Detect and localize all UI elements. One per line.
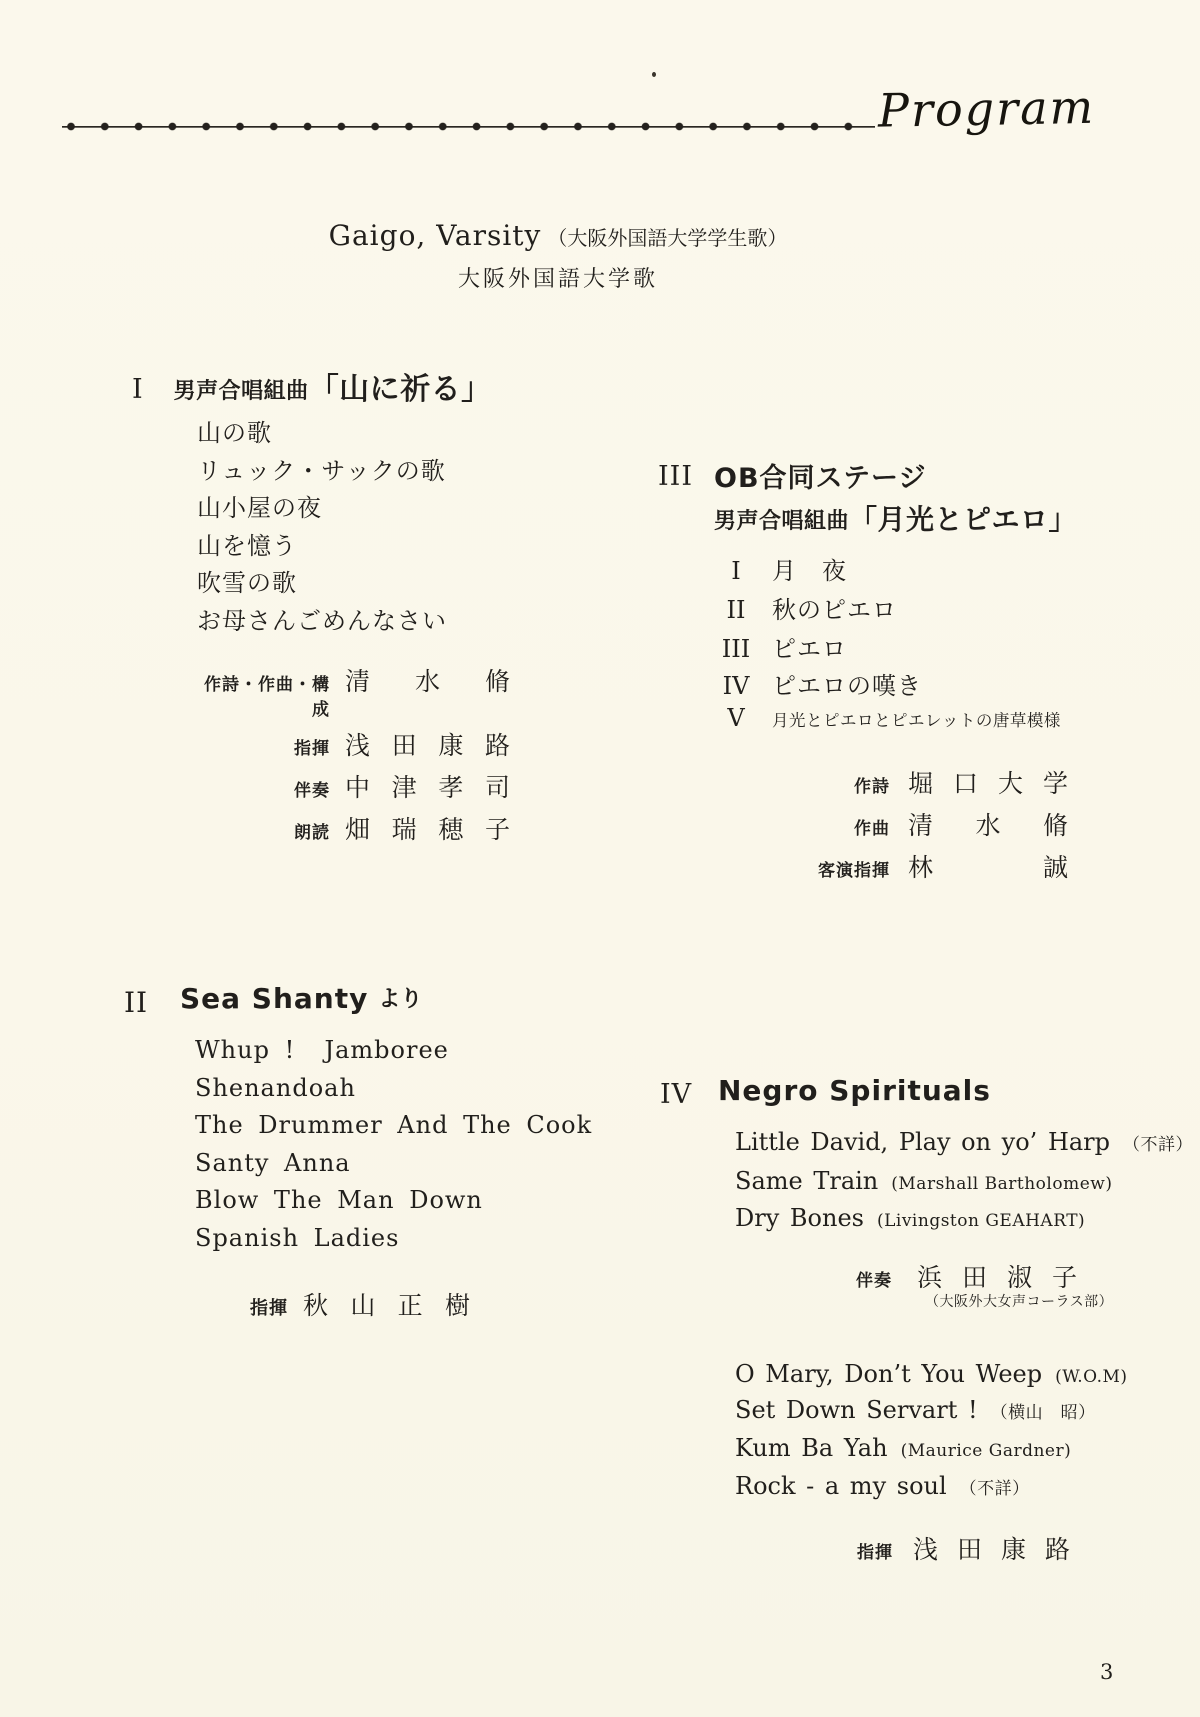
- section-1-title-main: 「山に祈る」: [308, 372, 492, 407]
- section-3-subtitle: [714, 498, 1077, 538]
- credit-name: 清 水 脩: [908, 811, 1068, 840]
- university-song-title: 大阪外国語大学歌: [457, 267, 658, 292]
- song-row: [735, 1472, 1030, 1500]
- song-row: [735, 1434, 1071, 1462]
- song-title: O Mary, Don’t You Weep: [735, 1360, 1043, 1388]
- section-3-subtitle-main: 「月光とピエロ」: [849, 503, 1078, 536]
- section-3-subtitle-prefix: 男声合唱組曲: [714, 509, 850, 534]
- title-block: [158, 219, 958, 293]
- page-number: 3: [1100, 1660, 1114, 1684]
- song-numeral: V: [727, 704, 745, 732]
- song-note: (Livingston GEAHART): [876, 1211, 1086, 1231]
- song-numeral: IV: [722, 672, 750, 700]
- section-2-numeral: II: [124, 986, 149, 1019]
- credit-name: 浅 田 康 路: [345, 731, 510, 760]
- credit-row: [198, 726, 510, 762]
- varsity-title-paren: （大阪外国語大学学生歌）: [547, 226, 788, 250]
- song-row: [735, 1360, 1128, 1388]
- credit-role: 指揮: [294, 739, 330, 759]
- section-4-conductor-credit: [773, 1530, 1070, 1572]
- numbered-song-row: [716, 590, 897, 625]
- credit-row: [773, 1530, 1070, 1566]
- credit-row: [750, 764, 1068, 800]
- credit-role: 客演指揮: [818, 861, 890, 881]
- section-4-title: Negro Spirituals: [718, 1074, 991, 1107]
- credit-role: 指揮: [857, 1543, 893, 1563]
- song-item: Santy Anna: [195, 1148, 351, 1177]
- song-item: 吹雪の歌: [197, 569, 297, 598]
- song-item: お母さんごめんなさい: [197, 606, 447, 635]
- song-row: [735, 1128, 1193, 1156]
- song-title: Kum Ba Yah: [735, 1434, 888, 1462]
- credit-row: [160, 1286, 470, 1322]
- song-note: (Marshall Bartholomew): [891, 1174, 1113, 1194]
- credit-role: 伴奏: [856, 1271, 892, 1291]
- song-note: (Maurice Gardner): [900, 1441, 1072, 1461]
- section-2-title: Sea Shanty: [180, 982, 369, 1015]
- credit-name: 林 誠: [908, 853, 1068, 882]
- section-1-title-prefix: 男声合唱組曲: [173, 379, 309, 404]
- song-note: （不詳）: [1123, 1135, 1194, 1155]
- credit-name: 畑 瑞 穂 子: [345, 815, 510, 844]
- credit-role: 作曲: [854, 819, 890, 839]
- section-2-header: [180, 982, 422, 1015]
- song-title: ピエロの嘆き: [772, 672, 922, 700]
- numbered-song-row: [716, 629, 847, 664]
- song-item: Blow The Man Down: [195, 1186, 483, 1214]
- credit-role: 朗読: [294, 823, 330, 843]
- varsity-title-line: [158, 219, 958, 252]
- credit-row: [198, 662, 510, 720]
- ornament-rule: [62, 121, 875, 132]
- section-2-credits: [160, 1286, 470, 1328]
- credit-role: 指揮: [250, 1298, 288, 1319]
- song-note: （横山 昭）: [990, 1403, 1096, 1423]
- song-title: Same Train: [735, 1167, 879, 1195]
- numbered-song-row: [716, 551, 847, 586]
- section-1-header: [132, 364, 492, 408]
- numbered-song-row: [716, 704, 1061, 732]
- song-title: Rock - a my soul: [735, 1472, 947, 1500]
- song-numeral: III: [721, 635, 751, 663]
- song-title: 月光とピエロとピエレットの唐草模様: [772, 711, 1061, 730]
- song-row: [735, 1204, 1085, 1232]
- credit-role: 作詩・作曲・構成: [204, 675, 330, 720]
- credit-name: 堀 口 大 学: [908, 769, 1068, 798]
- song-title: 秋のピエロ: [772, 596, 897, 624]
- section-2-title-suffix: より: [378, 987, 423, 1012]
- section-3-title: ОB合同ステージ: [714, 463, 927, 494]
- credit-row: [198, 768, 510, 804]
- song-item: 山小屋の夜: [197, 494, 322, 523]
- credit-name: 中 津 孝 司: [345, 773, 510, 802]
- section-1-credits: [198, 662, 510, 852]
- credit-role: 伴奏: [294, 781, 330, 801]
- section-3-credits: [750, 764, 1068, 890]
- section-4-numeral: IV: [660, 1079, 693, 1110]
- song-row: [735, 1396, 1096, 1424]
- section-3-numeral: III: [658, 461, 693, 492]
- song-note: (W.O.M): [1055, 1367, 1128, 1387]
- credit-role: 作詩: [854, 777, 890, 797]
- song-row: [735, 1167, 1112, 1195]
- section-1-song-list: [197, 415, 447, 641]
- credit-name: 清 水 脩: [345, 667, 510, 696]
- song-numeral: I: [731, 557, 741, 585]
- song-item: Spanish Ladies: [195, 1223, 400, 1252]
- song-title: Little David, Play on yo’ Harp: [735, 1128, 1111, 1156]
- varsity-title: Gaigo, Varsity: [328, 219, 542, 252]
- credit-name: 秋 山 正 樹: [303, 1291, 470, 1320]
- section-2-song-list: [195, 1032, 592, 1257]
- credit-row: [198, 810, 510, 846]
- song-title: Dry Bones: [735, 1204, 864, 1232]
- credit-name: 浜 田 淑 子: [917, 1263, 1077, 1292]
- numbered-song-row: [716, 666, 922, 701]
- credit-row: [750, 806, 1068, 842]
- credit-name: 浅 田 康 路: [913, 1535, 1070, 1564]
- song-item: 山を憶う: [197, 531, 297, 560]
- song-title: ピエロ: [772, 635, 847, 663]
- song-numeral: II: [726, 596, 746, 624]
- dust-speck: [652, 72, 656, 77]
- section-1-numeral: I: [132, 374, 144, 405]
- song-note: （不詳）: [959, 1479, 1030, 1499]
- song-item: Shenandoah: [195, 1073, 356, 1102]
- song-title: 月 夜: [772, 557, 847, 585]
- program-title: Program: [877, 79, 1096, 138]
- song-item: The Drummer And The Cook: [195, 1111, 593, 1139]
- song-item: 山の歌: [197, 419, 272, 447]
- accompanist-affiliation: （大阪外大女声コーラス部）: [925, 1294, 1114, 1310]
- credit-row: [750, 848, 1068, 884]
- song-item: Whup ! Jamboree: [195, 1036, 449, 1064]
- credit-row: [772, 1258, 1077, 1294]
- song-item: リュック・サックの歌: [197, 456, 446, 485]
- song-title: Set Down Servart !: [735, 1396, 978, 1424]
